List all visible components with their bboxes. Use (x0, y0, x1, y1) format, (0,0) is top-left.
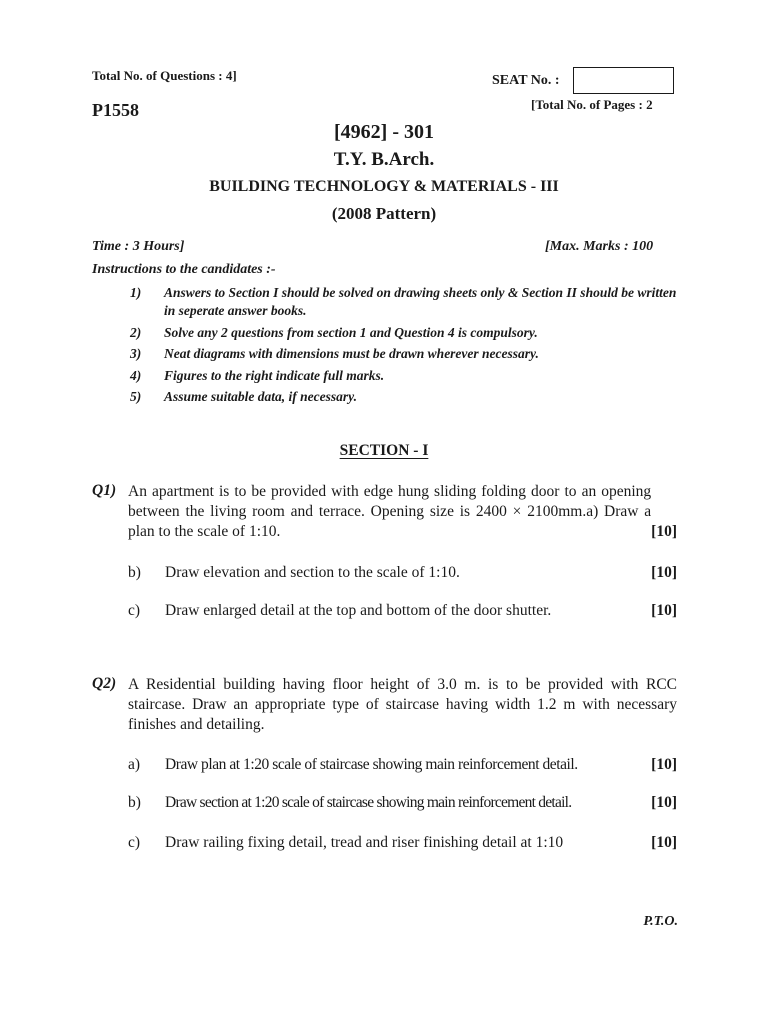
question-label: Q1) (92, 482, 117, 499)
question-marks: [10] (651, 523, 677, 540)
instruction-item (130, 388, 678, 406)
course-title: T.Y. B.Arch. (333, 149, 435, 170)
instruction-item (130, 284, 678, 320)
part-text: Draw railing fixing detail, tread and riser finishing detail at 1:10 (165, 834, 564, 851)
part-text: Draw section at 1:20 scale of staircase showing main reinforcement detail. (165, 794, 572, 811)
part-letter: c) (128, 602, 141, 619)
instruction-text: Neat diagrams with dimensions must be drawn wherever necessary. (164, 346, 539, 361)
part-text: Draw elevation and section to the scale of 1:10. (165, 564, 460, 581)
instruction-text: Figures to the right indicate full marks. (164, 368, 385, 383)
paper-code: P1558 (92, 100, 139, 120)
instruction-number: 5) (130, 389, 142, 404)
exam-code: [4962] - 301 (334, 121, 434, 143)
instruction-number: 2) (130, 325, 142, 340)
question-label: Q2) (92, 675, 117, 692)
section-title-text: SECTION - I (339, 442, 429, 459)
instruction-text: Solve any 2 questions from section 1 and Question 4 is compulsory. (164, 325, 538, 340)
instruction-item (130, 367, 678, 385)
part-marks: [10] (651, 602, 677, 619)
total-pages: [Total No. of Pages : 2 (531, 97, 653, 112)
instruction-number: 3) (130, 346, 142, 361)
part-letter: b) (128, 794, 141, 811)
time-allowed: Time : 3 Hours] (92, 239, 185, 254)
part-marks: [10] (651, 794, 677, 811)
page-turn-over: P.T.O. (643, 914, 678, 929)
instruction-text: Assume suitable data, if necessary. (164, 389, 358, 404)
instructions-heading: Instructions to the candidates :- (92, 262, 276, 277)
part-letter: a) (128, 756, 141, 773)
instruction-item (130, 345, 678, 363)
pattern-label: (2008 Pattern) (331, 204, 437, 223)
instruction-number: 1) (130, 285, 142, 300)
total-questions: Total No. of Questions : 4] (92, 68, 237, 83)
section-title (0, 442, 768, 460)
part-marks: [10] (651, 756, 677, 773)
instruction-item (130, 324, 678, 342)
instruction-number: 4) (130, 368, 142, 383)
part-letter: c) (128, 834, 141, 851)
part-marks: [10] (651, 564, 677, 581)
seat-number-box (573, 67, 674, 94)
part-marks: [10] (651, 834, 677, 851)
part-text: Draw plan at 1:20 scale of staircase showing main reinforcement detail. (165, 756, 578, 773)
seat-number-label: SEAT No. : (492, 73, 560, 88)
question-body (128, 675, 677, 735)
question-text: A Residential building having floor height of 3.0 m. is to be provided with RCC staircase. Draw an appropriate type of staircase having width 1.2 m with necessary finishes and detailing. (128, 676, 677, 733)
instruction-text: Answers to Section I should be solved on drawing sheets only & Section II should be written in seperate answer books. (164, 285, 677, 318)
part-text: Draw enlarged detail at the top and bottom of the door shutter. (165, 602, 552, 619)
max-marks: [Max. Marks : 100 (545, 239, 654, 254)
question-body (128, 482, 677, 542)
subject-title: BUILDING TECHNOLOGY & MATERIALS - III (209, 178, 559, 195)
part-letter: b) (128, 564, 141, 581)
question-text: An apartment is to be provided with edge hung sliding folding door to an opening between the living room and terrace. Opening size is 2400 × 2100mm.a) Draw a plan to the scale of 1:10. (128, 483, 652, 540)
